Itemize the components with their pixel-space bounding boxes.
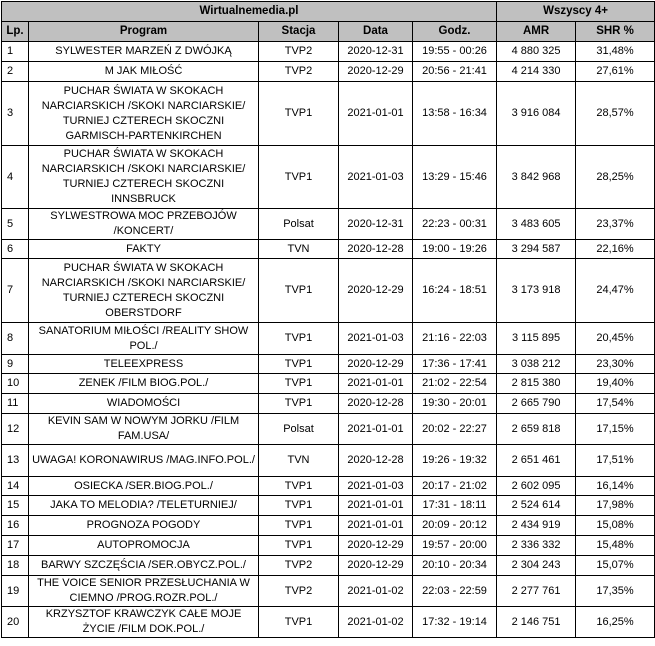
- col-lp-header: Lp.: [2, 22, 29, 42]
- program-name: PUCHAR ŚWIATA W SKOKACH NARCIARSKICH /SKOKI NARCIARSKIE/ TURNIEJ CZTERECH SKOCZNI GARMISCH-PARTENKIRCHEN: [29, 82, 259, 146]
- amr-value: 2 665 790: [497, 394, 576, 414]
- station-name: TVP1: [259, 477, 339, 496]
- shr-value: 31,48%: [576, 42, 655, 62]
- air-time: 19:30 - 20:01: [413, 394, 497, 414]
- shr-value: 20,45%: [576, 323, 655, 355]
- table-row: [2, 556, 655, 576]
- station-name: TVP1: [259, 374, 339, 394]
- table-row: [2, 496, 655, 516]
- air-time: 19:57 - 20:00: [413, 536, 497, 556]
- air-time: 20:09 - 20:12: [413, 516, 497, 536]
- program-name: KEVIN SAM W NOWYM JORKU /FILM FAM.USA/: [29, 414, 259, 445]
- air-time: 22:03 - 22:59: [413, 576, 497, 607]
- row-number: 13: [2, 445, 29, 477]
- air-time: 17:36 - 17:41: [413, 355, 497, 374]
- amr-value: 3 038 212: [497, 355, 576, 374]
- shr-value: 16,14%: [576, 477, 655, 496]
- amr-value: 2 336 332: [497, 536, 576, 556]
- row-number: 17: [2, 536, 29, 556]
- shr-value: 24,47%: [576, 259, 655, 323]
- amr-value: 4 880 325: [497, 42, 576, 62]
- program-name: SANATORIUM MIŁOŚCI /REALITY SHOW POL./: [29, 323, 259, 355]
- air-date: 2020-12-29: [339, 259, 413, 323]
- amr-value: 3 842 968: [497, 146, 576, 209]
- table-row: [2, 536, 655, 556]
- amr-value: 3 916 084: [497, 82, 576, 146]
- program-name: THE VOICE SENIOR PRZESŁUCHANIA W CIEMNO /PROG.ROZR.POL./: [29, 576, 259, 607]
- row-number: 1: [2, 42, 29, 62]
- row-number: 11: [2, 394, 29, 414]
- table-row: [2, 323, 655, 355]
- row-number: 6: [2, 240, 29, 259]
- program-name: SYLWESTER MARZEŃ Z DWÓJKĄ: [29, 42, 259, 62]
- station-name: TVP1: [259, 323, 339, 355]
- program-name: JAKA TO MELODIA? /TELETURNIEJ/: [29, 496, 259, 516]
- table-row: [2, 62, 655, 82]
- amr-value: 3 483 605: [497, 209, 576, 240]
- row-number: 15: [2, 496, 29, 516]
- row-number: 4: [2, 146, 29, 209]
- row-number: 3: [2, 82, 29, 146]
- station-name: TVP1: [259, 394, 339, 414]
- table-row: [2, 42, 655, 62]
- shr-value: 17,54%: [576, 394, 655, 414]
- table-row: [2, 477, 655, 496]
- air-date: 2021-01-02: [339, 607, 413, 638]
- air-date: 2020-12-29: [339, 536, 413, 556]
- station-name: TVP1: [259, 259, 339, 323]
- col-date-header: Data: [339, 22, 413, 42]
- shr-value: 15,48%: [576, 536, 655, 556]
- station-name: TVN: [259, 445, 339, 477]
- program-name: OSIECKA /SER.BIOG.POL./: [29, 477, 259, 496]
- air-date: 2021-01-03: [339, 477, 413, 496]
- air-date: 2020-12-29: [339, 556, 413, 576]
- air-time: 17:32 - 19:14: [413, 607, 497, 638]
- shr-value: 22,16%: [576, 240, 655, 259]
- column-header-row: [2, 22, 655, 42]
- air-date: 2021-01-01: [339, 414, 413, 445]
- air-time: 19:00 - 19:26: [413, 240, 497, 259]
- row-number: 10: [2, 374, 29, 394]
- program-name: KRZYSZTOF KRAWCZYK CAŁE MOJE ŻYCIE /FILM DOK.POL./: [29, 607, 259, 638]
- row-number: 16: [2, 516, 29, 536]
- row-number: 12: [2, 414, 29, 445]
- station-name: TVP2: [259, 576, 339, 607]
- amr-value: 2 602 095: [497, 477, 576, 496]
- table-row: [2, 394, 655, 414]
- amr-value: 3 294 587: [497, 240, 576, 259]
- station-name: TVP1: [259, 607, 339, 638]
- program-name: WIADOMOŚCI: [29, 394, 259, 414]
- station-name: TVP2: [259, 62, 339, 82]
- audience-title: Wszyscy 4+: [497, 2, 655, 22]
- shr-value: 17,98%: [576, 496, 655, 516]
- shr-value: 17,35%: [576, 576, 655, 607]
- program-name: M JAK MIŁOŚĆ: [29, 62, 259, 82]
- amr-value: 2 146 751: [497, 607, 576, 638]
- table-row: [2, 576, 655, 607]
- col-station-header: Stacja: [259, 22, 339, 42]
- col-program-header: Program: [29, 22, 259, 42]
- col-time-header: Godz.: [413, 22, 497, 42]
- station-name: Polsat: [259, 414, 339, 445]
- amr-value: 4 214 330: [497, 62, 576, 82]
- program-name: UWAGA! KORONAWIRUS /MAG.INFO.POL./: [29, 445, 259, 477]
- row-number: 18: [2, 556, 29, 576]
- air-date: 2020-12-31: [339, 42, 413, 62]
- shr-value: 19,40%: [576, 374, 655, 394]
- air-date: 2020-12-29: [339, 355, 413, 374]
- air-date: 2021-01-01: [339, 374, 413, 394]
- station-name: TVP2: [259, 42, 339, 62]
- table-row: [2, 355, 655, 374]
- station-name: TVP1: [259, 146, 339, 209]
- amr-value: 2 651 461: [497, 445, 576, 477]
- table-row: [2, 516, 655, 536]
- air-date: 2020-12-28: [339, 445, 413, 477]
- source-title: Wirtualnemedia.pl: [2, 2, 497, 22]
- air-date: 2021-01-03: [339, 323, 413, 355]
- shr-value: 17,51%: [576, 445, 655, 477]
- air-time: 17:31 - 18:11: [413, 496, 497, 516]
- program-name: AUTOPROMOCJA: [29, 536, 259, 556]
- amr-value: 2 815 380: [497, 374, 576, 394]
- program-name: PUCHAR ŚWIATA W SKOKACH NARCIARSKICH /SKOKI NARCIARSKIE/ TURNIEJ CZTERECH SKOCZNI OBERSTDORF: [29, 259, 259, 323]
- amr-value: 2 524 614: [497, 496, 576, 516]
- row-number: 19: [2, 576, 29, 607]
- air-date: 2020-12-31: [339, 209, 413, 240]
- shr-value: 17,15%: [576, 414, 655, 445]
- row-number: 20: [2, 607, 29, 638]
- shr-value: 23,37%: [576, 209, 655, 240]
- air-time: 13:58 - 16:34: [413, 82, 497, 146]
- air-time: 16:24 - 18:51: [413, 259, 497, 323]
- table-row: [2, 240, 655, 259]
- table-row: [2, 374, 655, 394]
- amr-value: 3 173 918: [497, 259, 576, 323]
- station-name: TVP2: [259, 556, 339, 576]
- shr-value: 15,08%: [576, 516, 655, 536]
- air-date: 2020-12-29: [339, 62, 413, 82]
- row-number: 9: [2, 355, 29, 374]
- shr-value: 16,25%: [576, 607, 655, 638]
- air-time: 22:23 - 00:31: [413, 209, 497, 240]
- air-date: 2021-01-01: [339, 496, 413, 516]
- air-date: 2021-01-02: [339, 576, 413, 607]
- amr-value: 2 304 243: [497, 556, 576, 576]
- source-header-row: [2, 2, 655, 22]
- air-time: 20:56 - 21:41: [413, 62, 497, 82]
- amr-value: 2 277 761: [497, 576, 576, 607]
- amr-value: 2 434 919: [497, 516, 576, 536]
- program-name: SYLWESTROWA MOC PRZEBOJÓW /KONCERT/: [29, 209, 259, 240]
- air-time: 21:02 - 22:54: [413, 374, 497, 394]
- table-row: [2, 82, 655, 146]
- station-name: TVP1: [259, 536, 339, 556]
- shr-value: 15,07%: [576, 556, 655, 576]
- air-time: 20:02 - 22:27: [413, 414, 497, 445]
- air-time: 19:26 - 19:32: [413, 445, 497, 477]
- program-name: PROGNOZA POGODY: [29, 516, 259, 536]
- table-row: [2, 414, 655, 445]
- station-name: TVP1: [259, 355, 339, 374]
- row-number: 5: [2, 209, 29, 240]
- station-name: TVP1: [259, 496, 339, 516]
- shr-value: 28,25%: [576, 146, 655, 209]
- row-number: 14: [2, 477, 29, 496]
- row-number: 2: [2, 62, 29, 82]
- ratings-table: [1, 1, 655, 638]
- program-name: BARWY SZCZĘŚCIA /SER.OBYCZ.POL./: [29, 556, 259, 576]
- program-name: TELEEXPRESS: [29, 355, 259, 374]
- table-row: [2, 209, 655, 240]
- station-name: TVP1: [259, 82, 339, 146]
- amr-value: 3 115 895: [497, 323, 576, 355]
- air-time: 19:55 - 00:26: [413, 42, 497, 62]
- station-name: TVP1: [259, 516, 339, 536]
- program-name: FAKTY: [29, 240, 259, 259]
- table-row: [2, 607, 655, 638]
- shr-value: 28,57%: [576, 82, 655, 146]
- col-amr-header: AMR: [497, 22, 576, 42]
- air-time: 20:17 - 21:02: [413, 477, 497, 496]
- row-number: 8: [2, 323, 29, 355]
- col-shr-header: SHR %: [576, 22, 655, 42]
- air-date: 2021-01-03: [339, 146, 413, 209]
- air-date: 2021-01-01: [339, 516, 413, 536]
- shr-value: 27,61%: [576, 62, 655, 82]
- row-number: 7: [2, 259, 29, 323]
- shr-value: 23,30%: [576, 355, 655, 374]
- table-row: [2, 445, 655, 477]
- air-time: 13:29 - 15:46: [413, 146, 497, 209]
- air-time: 20:10 - 20:34: [413, 556, 497, 576]
- table-row: [2, 259, 655, 323]
- program-name: PUCHAR ŚWIATA W SKOKACH NARCIARSKICH /SKOKI NARCIARSKIE/ TURNIEJ CZTERECH SKOCZNI INNSBRUCK: [29, 146, 259, 209]
- air-time: 21:16 - 22:03: [413, 323, 497, 355]
- table-row: [2, 146, 655, 209]
- air-date: 2020-12-28: [339, 240, 413, 259]
- station-name: TVN: [259, 240, 339, 259]
- amr-value: 2 659 818: [497, 414, 576, 445]
- program-name: ZENEK /FILM BIOG.POL./: [29, 374, 259, 394]
- air-date: 2021-01-01: [339, 82, 413, 146]
- air-date: 2020-12-28: [339, 394, 413, 414]
- station-name: Polsat: [259, 209, 339, 240]
